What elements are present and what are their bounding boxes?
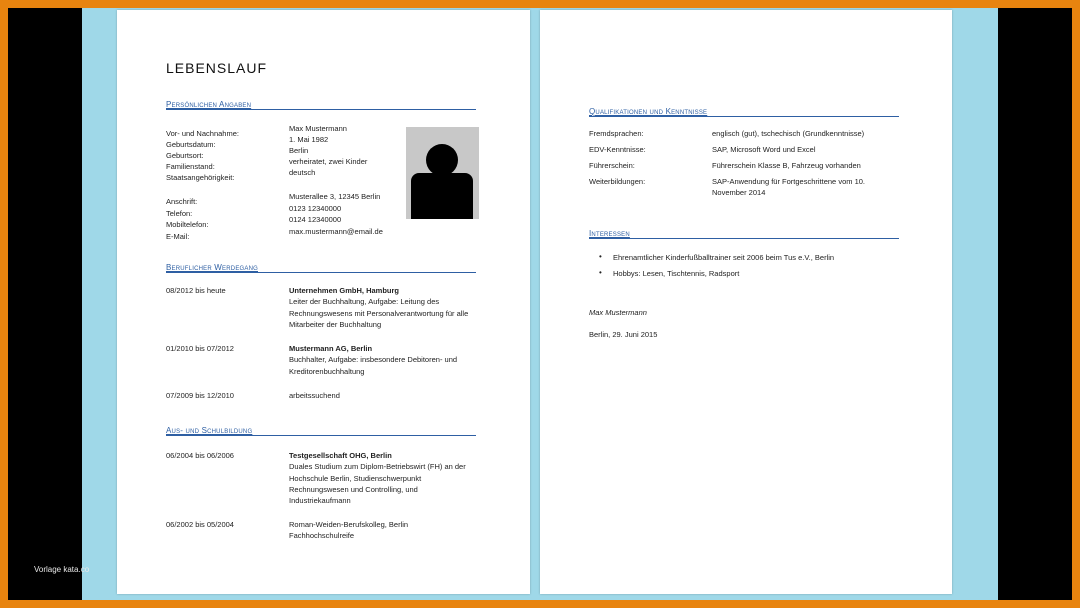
info-label: Vor- und Nachnahme: xyxy=(166,129,239,138)
section-rule xyxy=(166,272,476,273)
info-label: Staatsangehörigkeit: xyxy=(166,173,235,182)
info-row xyxy=(166,226,383,241)
page-right xyxy=(540,10,952,594)
info-label: Familienstand: xyxy=(166,162,215,171)
section-heading-education: Aus- und Schulbildung xyxy=(166,426,253,435)
career-entry xyxy=(289,343,479,377)
page-left xyxy=(117,10,530,594)
info-row xyxy=(166,191,381,206)
section-rule xyxy=(589,116,899,117)
info-label: Mobiltelefon: xyxy=(166,220,209,229)
info-value: Berlin xyxy=(289,146,309,155)
entry-company: Unternehmen GmbH, Hamburg xyxy=(289,286,400,295)
qualification-value: SAP, Microsoft Word und Excel xyxy=(712,145,816,154)
info-label: Geburtsort: xyxy=(166,151,204,160)
document-viewer xyxy=(8,8,1072,600)
info-label: Anschrift: xyxy=(166,197,198,206)
qualification-label: Fremdsprachen: xyxy=(589,129,644,138)
section-heading-personal: Persönlichen Angaben xyxy=(166,100,252,109)
section-rule xyxy=(166,435,476,436)
info-value: verheiratet, zwei Kinder xyxy=(289,157,368,166)
entry-date: 08/2012 bis heute xyxy=(166,286,226,295)
right-border xyxy=(998,8,1072,600)
info-row xyxy=(166,167,316,182)
entry-description: Roman-Weiden-Berufskolleg, Berlin Fachhochschulreife xyxy=(289,520,409,541)
info-label: Geburtsdatum: xyxy=(166,140,216,149)
watermark-text: Vorlage kata.co xyxy=(34,565,90,574)
section-heading-qualifications: Qualifikationen und Kenntnisse xyxy=(589,107,708,116)
info-value: 0123 12340000 xyxy=(289,203,342,213)
qualification-value: englisch (gut), tschechisch (Grundkenntnisse) xyxy=(712,129,865,138)
section-heading-career: Beruflicher Werdegang xyxy=(166,263,258,272)
entry-description: arbeitssuchend xyxy=(289,391,340,400)
education-entry xyxy=(289,519,454,542)
info-row xyxy=(166,203,342,218)
entry-date: 06/2002 bis 05/2004 xyxy=(166,520,234,529)
interests-list xyxy=(589,253,834,285)
personal-group-2 xyxy=(166,191,383,241)
info-value: Max Mustermann xyxy=(289,124,347,133)
info-label: Telefon: xyxy=(166,208,193,218)
info-value: 1. Mai 1982 xyxy=(289,135,329,144)
profile-photo-placeholder xyxy=(406,127,479,219)
section-rule xyxy=(589,238,899,239)
qualification-label: EDV-Kenntnisse: xyxy=(589,145,646,154)
entry-date: 01/2010 bis 07/2012 xyxy=(166,344,234,353)
education-entry xyxy=(289,450,479,506)
entry-date: 06/2004 bis 06/2006 xyxy=(166,451,234,460)
info-value: max.mustermann@email.de xyxy=(289,226,383,236)
entry-description: Leiter der Buchhaltung, Aufgabe: Leitung des Rechnungswesens mit Personalverantwortung für alle Mitarbeiter der Buchhaltung xyxy=(289,297,469,329)
qualification-value: SAP-Anwendung für Fortgeschrittene vom 10. November 2014 xyxy=(712,177,865,198)
career-entry xyxy=(289,390,479,401)
qualification-value: Führerschein Klasse B, Fahrzeug vorhanden xyxy=(712,161,861,170)
entry-description: Buchhalter, Aufgabe: insbesondere Debitoren- und Kreditorenbuchhaltung xyxy=(289,355,458,376)
info-label: E-Mail: xyxy=(166,231,190,241)
qualification-label: Weiterbildungen: xyxy=(589,177,646,186)
info-value: deutsch xyxy=(289,168,316,177)
entry-description: Duales Studium zum Diplom-Betriebswirt (FH) an der Hochschule Berlin, Studienschwerpunkt Rechnungswesen und Controlling, und Industriekaufmann xyxy=(289,462,466,506)
left-border xyxy=(8,8,82,600)
qualification-label: Führerschein: xyxy=(589,161,635,170)
entry-company: Testgesellschaft OHG, Berlin xyxy=(289,451,392,460)
section-rule xyxy=(166,109,476,110)
avatar-body-icon xyxy=(411,173,473,219)
info-value: Musterallee 3, 12345 Berlin xyxy=(289,192,381,201)
interest-item: • Ehrenamtlicher Kinderfußballtrainer seit 2006 beim Tus e.V., Berlin xyxy=(589,253,834,269)
place-date: Berlin, 29. Juni 2015 xyxy=(589,330,658,339)
signature: Max Mustermann xyxy=(589,308,647,317)
info-row xyxy=(166,123,347,138)
info-row xyxy=(166,214,342,229)
entry-company: Mustermann AG, Berlin xyxy=(289,344,373,353)
avatar-head-icon xyxy=(426,144,458,176)
info-row xyxy=(166,145,309,160)
career-entry xyxy=(289,285,479,330)
info-row xyxy=(166,134,329,149)
info-value: 0124 12340000 xyxy=(289,215,342,224)
entry-date: 07/2009 bis 12/2010 xyxy=(166,391,234,400)
page-title: LEBENSLAUF xyxy=(166,60,268,76)
interest-item: • Hobbys: Lesen, Tischtennis, Radsport xyxy=(589,269,834,285)
section-heading-interests: Interessen xyxy=(589,229,630,238)
personal-group-1 xyxy=(166,123,368,182)
info-row xyxy=(166,156,368,171)
